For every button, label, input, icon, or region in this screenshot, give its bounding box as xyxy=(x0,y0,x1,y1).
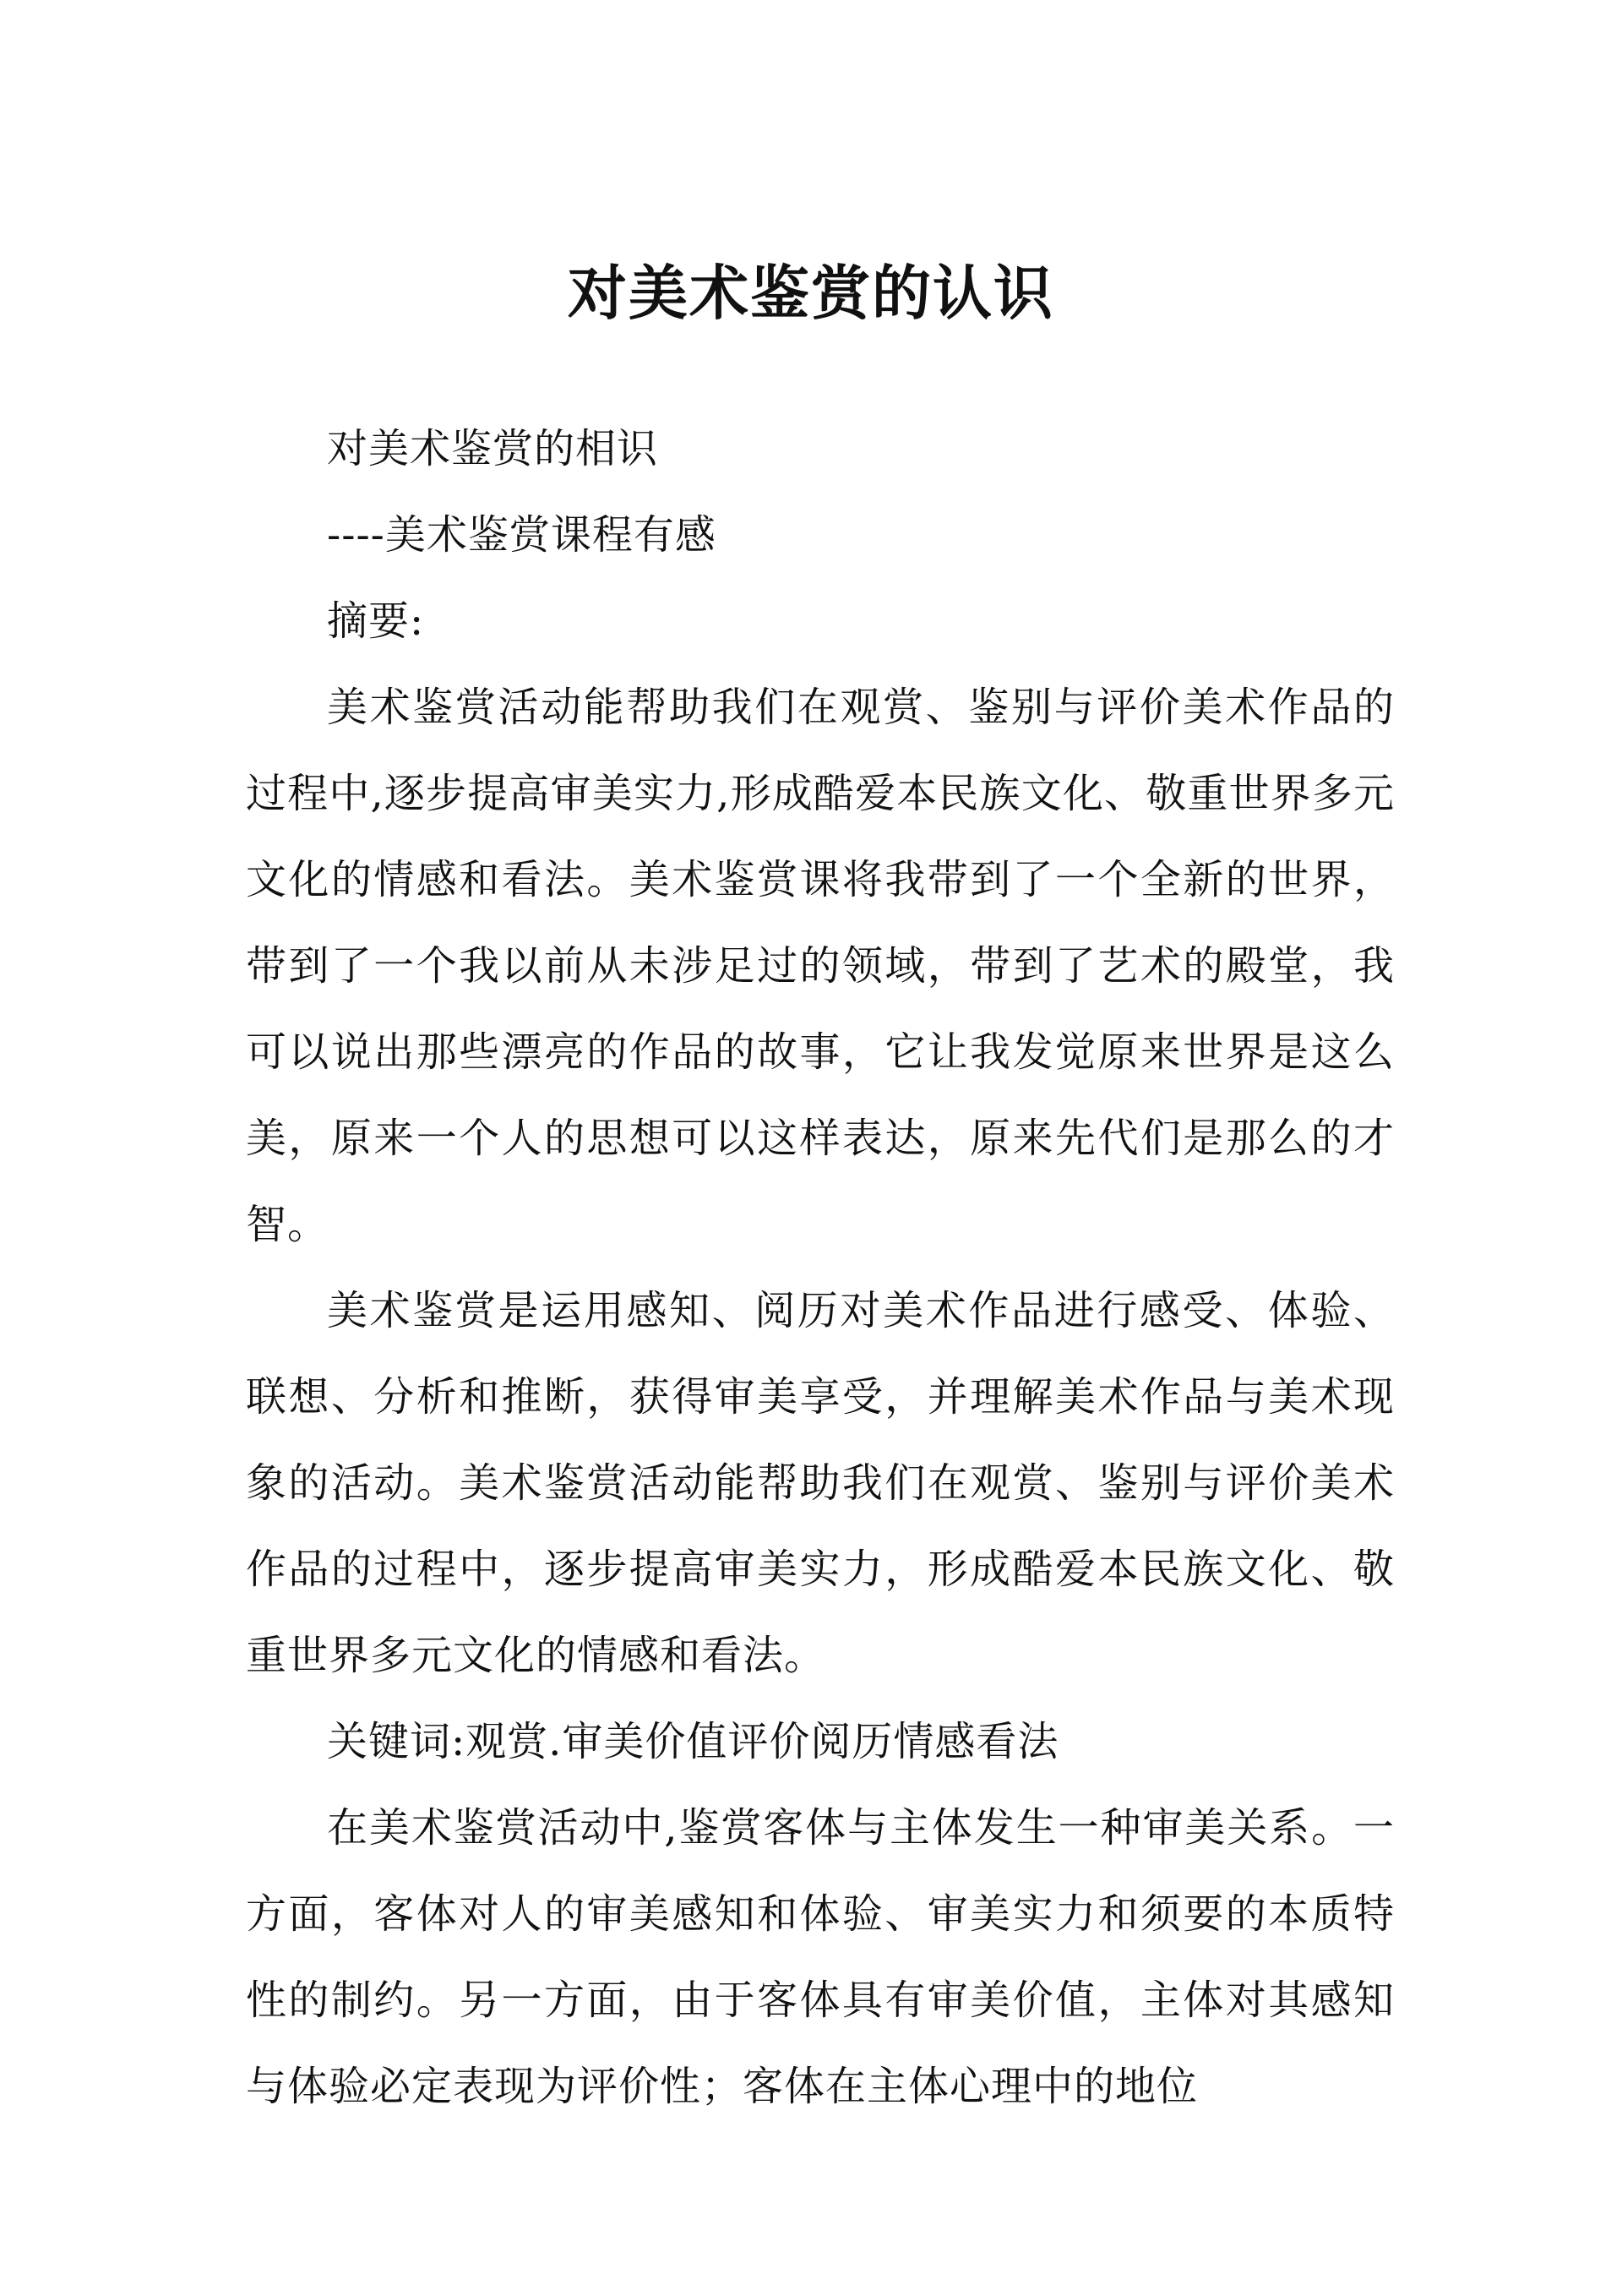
body-paragraph: 对美术鉴赏的相识 xyxy=(327,425,659,472)
body-paragraph: 美术鉴赏是运用感知、阅历对美术作品进行感受、体验、联想、分析和推断，获得审美享受，并理解美术作品与美术现象的活动。美术鉴赏活动能帮助我们在观赏、鉴别与评价美术作品的过程中，逐步提高审美实力，形成酷爱本民族文化、敬重世界多元文化的情感和看法。 xyxy=(246,1287,1395,1679)
body-paragraph: 美术鉴赏活动能帮助我们在观赏、鉴别与评价美术作品的过程中,逐步提高审美实力,形成酷爱本民族文化、敬重世界多元文化的情感和看法。美术鉴赏课将我带到了一个全新的世界，带到了一个我以前从未涉足过的领域，带到了艺术的殿堂，我可以说出那些漂亮的作品的故事，它让我发觉原来世界是这么美，原来一个人的思想可以这样表达，原来先代们是那么的才智。 xyxy=(246,684,1395,1248)
abstract-heading: 摘要: xyxy=(327,597,425,645)
keywords-line: 关键词:观赏.审美价值评价阅历情感看法 xyxy=(327,1718,1059,1765)
document-title: 对美术鉴赏的认识 xyxy=(568,258,1054,328)
body-paragraph: ----美术鉴赏课程有感 xyxy=(327,511,716,559)
body-paragraph: 在美术鉴赏活动中,鉴赏客体与主体发生一种审美关系。一方面，客体对人的审美感知和体验、审美实力和须要的本质特性的制约。另一方面，由于客体具有审美价值，主体对其感知与体验必定表现为评价性；客体在主体心理中的地位 xyxy=(246,1804,1395,2110)
document-body xyxy=(246,406,1395,2130)
